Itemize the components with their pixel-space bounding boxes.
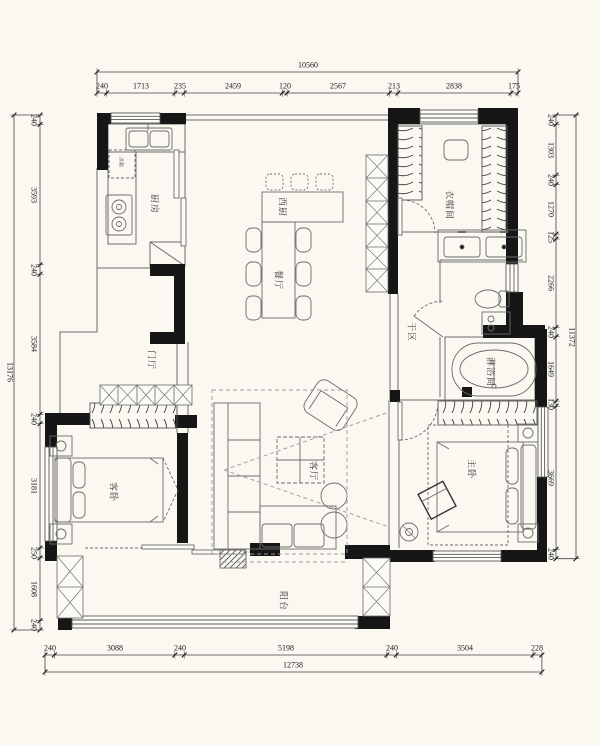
room-label-master-bedroom: 主卧 [465, 458, 476, 480]
dim-right-6: 240 [546, 326, 556, 338]
room-label-fridge: 冰箱 [117, 156, 124, 168]
dim-left-5: 3181 [29, 478, 39, 494]
dim-right-8: 130 [546, 398, 556, 410]
cloakroom-wardrobe-right [482, 126, 507, 232]
dim-bottom-0: 240 [44, 643, 56, 653]
stove [106, 195, 132, 235]
dim-bottom-3: 5198 [278, 643, 294, 653]
room-label-cloakroom: 衣帽间 [443, 189, 454, 221]
room-label-dry-area: 干区 [405, 321, 416, 343]
master-nightstand-top [518, 424, 538, 442]
dim-right-5: 2266 [546, 275, 556, 291]
room-label-living: 客厅 [307, 460, 318, 482]
dim-left-7: 1608 [29, 581, 39, 597]
dim-bottom-2: 240 [174, 643, 186, 653]
storage-column [366, 155, 388, 292]
dim-right-7: 1649 [546, 361, 556, 377]
window-balcony [72, 616, 358, 628]
dim-right-3: 1270 [546, 201, 556, 217]
dim-bottom-1: 3088 [107, 643, 123, 653]
cloakroom-stool [444, 140, 468, 160]
room-label-kitchen: 厨房 [148, 193, 159, 215]
dim-bottom-5: 3504 [457, 643, 473, 653]
dim-top-0: 240 [96, 81, 108, 91]
dim-top-6: 213 [388, 81, 400, 91]
island-counter [262, 174, 343, 222]
balcony-cabinet-left [57, 556, 83, 618]
window-right-upper [506, 264, 518, 292]
guest-wardrobe [90, 403, 177, 428]
kitchen-sliding-door [174, 150, 186, 246]
master-wardrobe [438, 401, 537, 425]
dim-right-9: 3669 [546, 470, 556, 486]
dim-right-0: 240 [546, 114, 556, 126]
window-kitchen-top [111, 113, 160, 123]
window-master-bottom [433, 551, 501, 561]
cloakroom-wardrobe-left [398, 126, 422, 200]
cabinets [57, 155, 390, 618]
dim-top-7: 2838 [446, 81, 462, 91]
dim-right-1: 1303 [546, 142, 556, 158]
room-label-foyer: 门厅 [145, 349, 156, 371]
window-master-right [538, 407, 548, 477]
balcony-cabinet-right [363, 558, 390, 616]
dim-right-4: 125 [546, 231, 556, 243]
kitchen-sink [126, 124, 172, 150]
dim-top-8: 175 [508, 81, 520, 91]
dim-left-8: 240 [29, 619, 39, 631]
room-label-west-kitchen: 西厨 [276, 196, 287, 218]
dim-top-5: 2567 [330, 81, 346, 91]
dim-top-2: 235 [174, 81, 186, 91]
master-door [398, 402, 438, 440]
dim-left-1: 3593 [29, 187, 39, 203]
room-label-shower: 淋浴间 [484, 356, 495, 388]
dim-bottom-4: 240 [386, 643, 398, 653]
dim-top-3: 2459 [225, 81, 241, 91]
room-label-balcony: 阳台 [277, 590, 288, 612]
dim-bottom-6: 228 [531, 643, 543, 653]
dim-bottom-total: 12738 [283, 660, 303, 670]
dim-left-6: 250 [29, 547, 39, 559]
dim-left-4: 240 [29, 413, 39, 425]
dim-top-total: 10560 [298, 60, 318, 70]
room-label-dining: 餐厅 [272, 269, 283, 291]
dim-top-4: 120 [279, 81, 291, 91]
dim-left-2: 240 [29, 264, 39, 276]
shoe-cabinet [100, 385, 192, 405]
window-cloakroom-top [420, 110, 478, 122]
round-side-table-2 [321, 512, 347, 538]
cloakroom-door [398, 198, 435, 235]
dim-left-0: 240 [29, 114, 39, 126]
room-label-guest-bedroom: 客卧 [107, 481, 118, 503]
furniture [50, 124, 538, 568]
dim-right-10: 240 [546, 548, 556, 560]
dim-right-total: 11372 [567, 327, 577, 347]
floor-lamp [400, 523, 418, 541]
interior-walls [60, 115, 537, 548]
dim-right-2: 240 [546, 174, 556, 186]
side-table-hatched [220, 550, 246, 568]
dim-left-3: 3584 [29, 336, 39, 352]
windows [45, 110, 548, 628]
dim-top-1: 1713 [133, 81, 149, 91]
dim-left-total: 13176 [5, 362, 15, 382]
